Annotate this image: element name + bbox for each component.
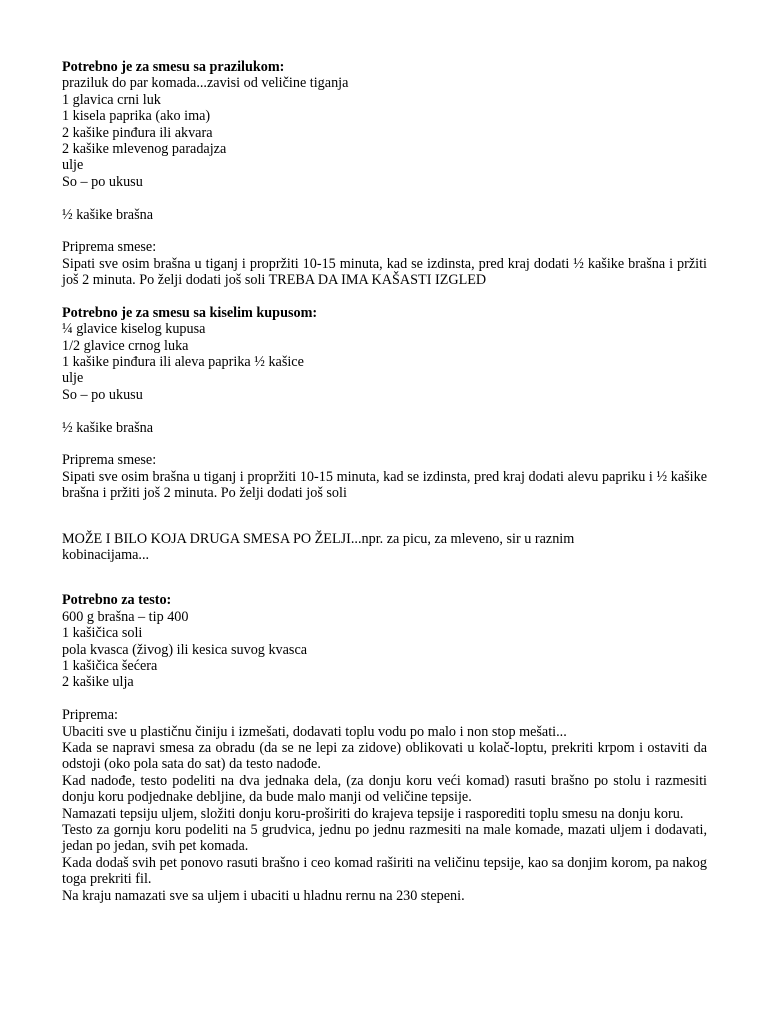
ingredient-line: 1 kašike pinđura ili aleva paprika ½ kašice (62, 354, 304, 371)
prep-step: Kad nadođe, testo podeliti na dva jednaka dela, (za donju koru veći komad) rasuti brašno po stolu i razmesiti donju koru podjednake debljine, da bude malo manji od veličine tepsije. (62, 772, 707, 806)
ingredient-line: 2 kašike ulja (62, 674, 134, 691)
prep-heading: Priprema smese: (62, 452, 157, 469)
ingredient-line: pola kvasca (živog) ili kesica suvog kvasca (62, 641, 308, 658)
ingredient-line: 2 kašike mlevenog paradajza (62, 140, 227, 157)
prep-paragraph: Sipati sve osim brašna u tiganj i propržiti 10-15 minuta, kad se izdinsta, pred kraj dodati alevu papriku i ½ kašike brašna i pržiti još 2 minuta. Po želji dodati još soli (62, 468, 707, 502)
ingredient-line: ulje (62, 370, 84, 387)
prep-step: Namazati tepsiju uljem, složiti donju koru-proširiti do krajeva tepsije i rasporediti toplu smesu na donju koru. (62, 805, 684, 822)
prep-step: Kada dodaš svih pet ponovo rasuti brašno i ceo komad raširiti na veličinu tepsije, kao sa donjim korom, pa nakog toga prekriti fil. (62, 854, 707, 888)
section-heading-kupusom: Potrebno je za smesu sa kiselim kupusom: (62, 304, 318, 321)
flour-line: ½ kašike brašna (62, 206, 154, 223)
ingredient-line: 1 kisela paprika (ako ima) (62, 108, 211, 125)
ingredient-line: praziluk do par komada...zavisi od veličine tiganja (62, 75, 349, 92)
document-page (62, 59, 707, 904)
section-heading-prazilukom: Potrebno je za smesu sa prazilukom: (62, 59, 285, 75)
ingredient-line: So – po ukusu (62, 173, 143, 190)
ingredient-line: 1 kašičica soli (62, 625, 143, 642)
ingredient-line: 2 kašike pinđura ili akvara (62, 124, 213, 141)
ingredient-line: 1 kašičica šećera (62, 657, 158, 674)
ingredient-line: ulje (62, 157, 84, 174)
prep-heading: Priprema: (62, 707, 118, 724)
note-paragraph: MOŽE I BILO KOJA DRUGA SMESA PO ŽELJI...npr. za picu, za mleveno, sir u raznim kobinacijama... (62, 530, 575, 564)
prep-heading: Priprema smese: (62, 239, 157, 256)
prep-paragraph: Sipati sve osim brašna u tiganj i propržiti 10-15 minuta, kad se izdinsta, pred kraj dodati ½ kašike brašna i pržiti još 2 minuta. Po želji dodati još soli TREBA DA IMA KAŠASTI IZGLED (62, 255, 707, 289)
ingredient-line: 600 g brašna – tip 400 (62, 608, 189, 625)
flour-line: ½ kašike brašna (62, 419, 154, 436)
prep-step: Na kraju namazati sve sa uljem i ubaciti u hladnu rernu na 230 stepeni. (62, 887, 465, 904)
prep-step: Kada se napravi smesa za obradu (da se ne lepi za zidove) oblikovati u kolač-loptu, prekriti krpom i ostaviti da odstoji (oko pola sata do sat) da testo nadođe. (62, 739, 707, 773)
ingredient-line: 1 glavica crni luk (62, 91, 161, 108)
ingredient-line: ¼ glavice kiselog kupusa (62, 321, 206, 338)
ingredient-line: 1/2 glavice crnog luka (62, 337, 189, 354)
section-heading-testo: Potrebno za testo: (62, 592, 172, 609)
ingredient-line: So – po ukusu (62, 386, 143, 403)
prep-step: Ubaciti sve u plastičnu činiju i izmešati, dodavati toplu vodu po malo i non stop mešati... (62, 723, 567, 740)
prep-step: Testo za gornju koru podeliti na 5 grudvica, jednu po jednu razmesiti na male komade, mazati uljem i dodavati, jedan po jedan, svih pet komada. (62, 821, 707, 855)
